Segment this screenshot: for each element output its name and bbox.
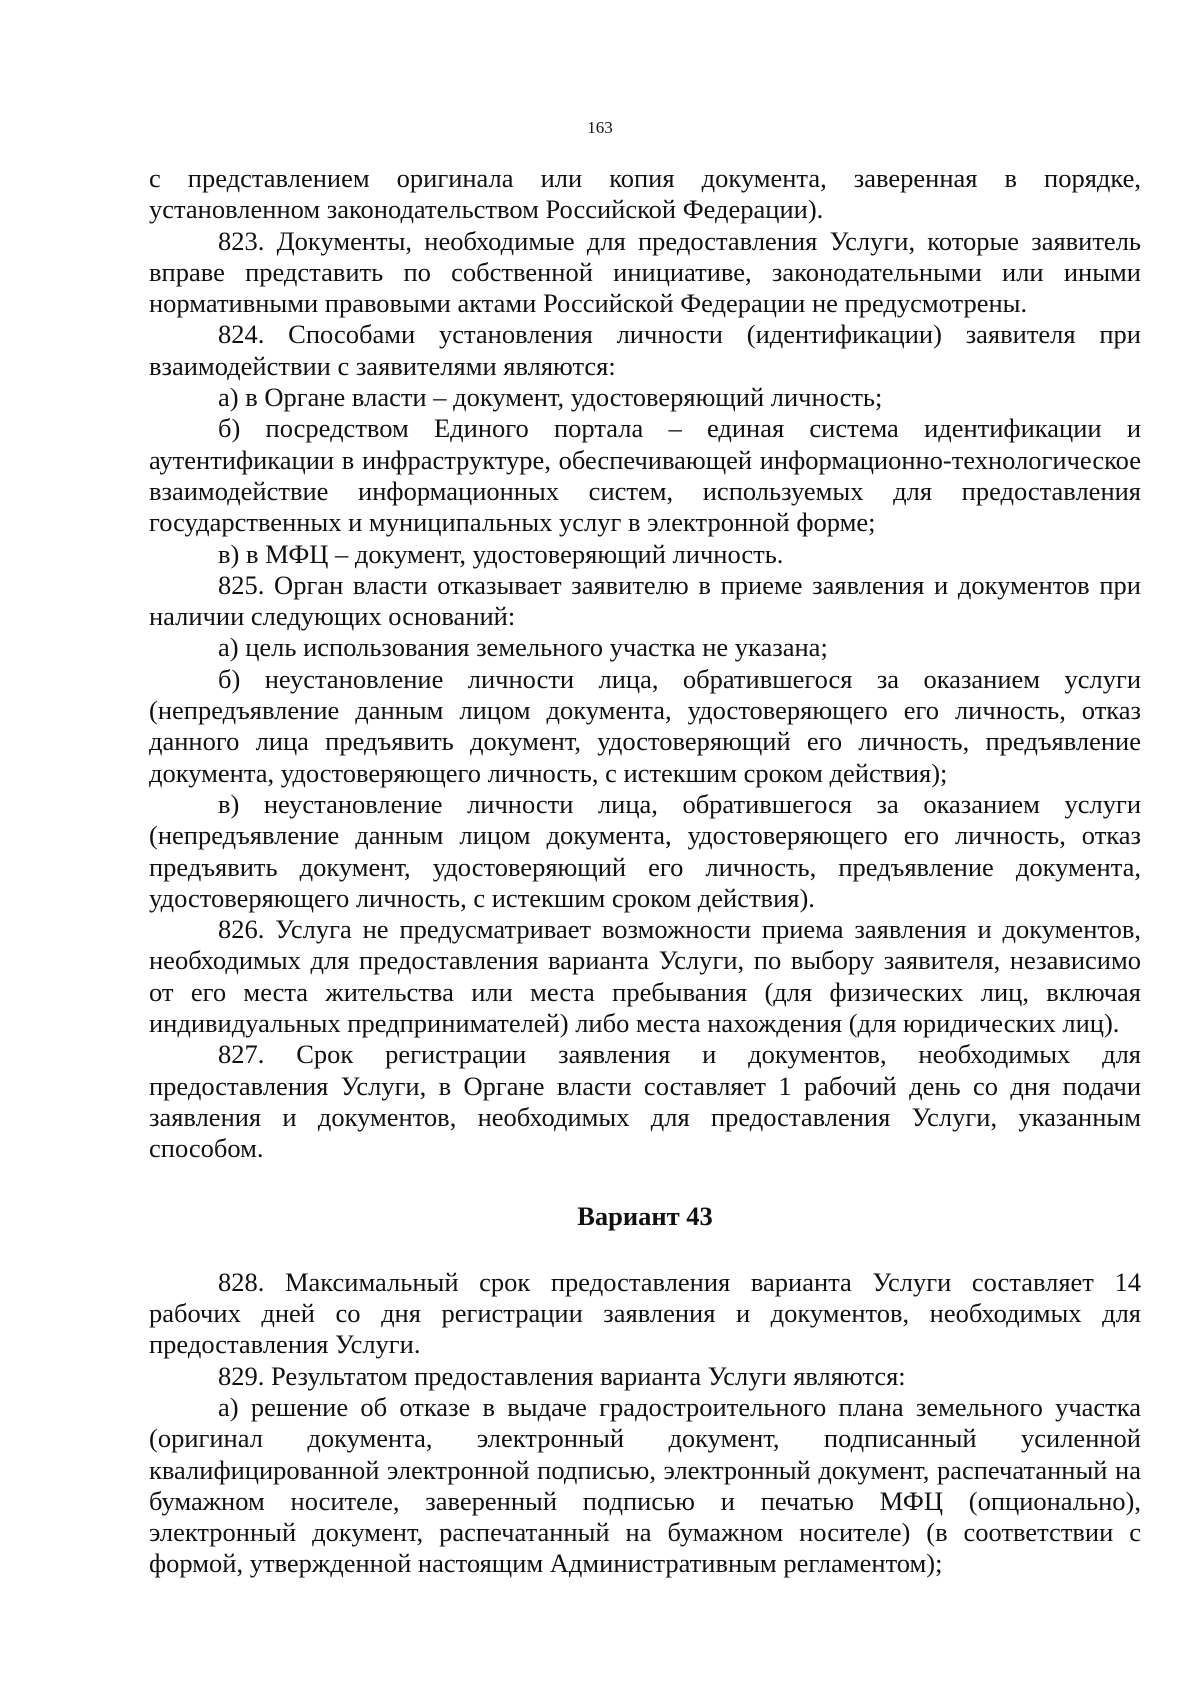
paragraph: а) цель использования земельного участка не указана; [218, 632, 828, 663]
paragraph: а) решение об отказе в выдаче градостроительного плана земельного участка (оригинал документа, электронный документ, подписанный усиленной квалифицированной электронной подписью, электронный документ, распечатанный на бумажном носителе, заверенный подписью и печатью МФЦ (опционально), электронный документ, распечатанный на бумажном носителе) (в соответствии с формой, утвержденной настоящим Административным регламентом); [149, 1391, 1141, 1579]
paragraphs-after [149, 1267, 1141, 1580]
paragraph: 825. Орган власти отказывает заявителю в приеме заявления и документов при наличии следующих оснований: [149, 569, 1141, 632]
document-body [149, 163, 1141, 1580]
paragraph: с представлением оригинала или копия документа, заверенная в порядке, установленном законодательством Российской Федерации). [149, 163, 1141, 225]
page-number: 163 [587, 118, 613, 137]
paragraph: в) в МФЦ – документ, удостоверяющий личность. [218, 538, 784, 569]
paragraph: б) неустановление личности лица, обратившегося за оказанием услуги (непредъявление данным лицом документа, удостоверяющего его личность, отказ данного лица предъявить документ, удостоверяющий его личность, предъявление документа, удостоверяющего личность, с истекшим сроком действия); [149, 663, 1141, 788]
paragraph: в) неустановление личности лица, обратившегося за оказанием услуги (непредъявление данным лицом документа, удостоверяющего его личность, отказ предъявить документ, удостоверяющий его личность, предъявление документа, удостоверяющего личность, с истекшим сроком действия). [149, 788, 1141, 913]
paragraph: 823. Документы, необходимые для предоставления Услуги, которые заявитель вправе представить по собственной инициативе, законодательными или иными нормативными правовыми актами Российской Федерации не предусмотрены. [149, 225, 1141, 319]
paragraph: 828. Максимальный срок предоставления варианта Услуги составляет 14 рабочих дней со дня регистрации заявления и документов, необходимых для предоставления Услуги. [149, 1266, 1141, 1360]
paragraphs-before [149, 163, 1141, 1165]
paragraph: 829. Результатом предоставления варианта Услуги являются: [218, 1360, 906, 1391]
paragraph: 826. Услуга не предусматривает возможности приема заявления и документов, необходимых для предоставления варианта Услуги, по выбору заявителя, независимо от его места жительства или места пребывания (для физических лиц, включая индивидуальных предпринимателей) либо места нахождения (для юридических лиц). [149, 914, 1141, 1039]
paragraph: 827. Срок регистрации заявления и документов, необходимых для предоставления Услуги, в Органе власти составляет 1 рабочий день со дня подачи заявления и документов, необходимых для предоставления Услуги, указанным способом. [149, 1039, 1141, 1164]
paragraph: 824. Способами установления личности (идентификации) заявителя при взаимодействии с заявителями являются: [149, 319, 1141, 381]
section-heading: Вариант 43 [577, 1200, 713, 1231]
paragraph: а) в Органе власти – документ, удостоверяющий личность; [218, 382, 883, 413]
paragraph: б) посредством Единого портала – единая система идентификации и аутентификации в инфраструктуре, обеспечивающей информационно-технологическое взаимодействие информационных систем, используемых для предоставления государственных и муниципальных услуг в электронной форме; [149, 413, 1141, 538]
